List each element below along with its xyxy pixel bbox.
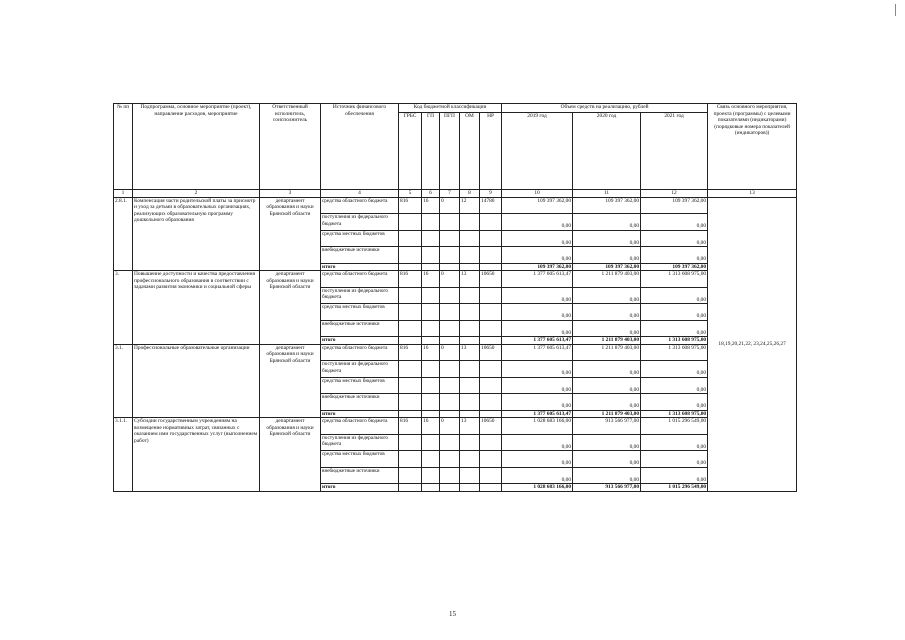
amount-2019: 0,00: [502, 434, 573, 451]
table-row: [114, 197, 797, 214]
code-grbs: 816: [399, 271, 422, 288]
table-row: [114, 271, 797, 288]
column-number: 10: [502, 190, 573, 198]
code-empty: [422, 410, 440, 418]
code-empty: [399, 304, 422, 321]
source-regional: средства областного бюджета: [321, 344, 399, 361]
source-total: итого: [321, 337, 399, 345]
total-2021: 1 313 608 975,00: [641, 337, 708, 345]
row-responsible: департамент образования и науки Брянской области: [260, 344, 321, 418]
code-empty: [460, 287, 480, 304]
column-number: 12: [641, 190, 708, 198]
code-empty: [399, 337, 422, 345]
amount-2019: 1 028 683 166,00: [502, 418, 573, 435]
amount-2020: 1 211 879 403,00: [573, 271, 641, 288]
code-empty: [460, 377, 480, 394]
source-local: средства местных бюджетов: [321, 451, 399, 468]
header-name: Подпрограмма, основное мероприятие (проект), направление расходов, мероприятие: [133, 104, 260, 190]
code-empty: [480, 361, 502, 378]
row-responsible: департамент образования и науки Брянской области: [260, 271, 321, 345]
code-empty: [460, 263, 480, 271]
amount-2021: 0,00: [641, 434, 708, 451]
code-empty: [399, 263, 422, 271]
column-number-row: [114, 190, 797, 198]
header-gp: ГП: [422, 113, 440, 190]
code-om: 13: [460, 344, 480, 361]
row-name: Повышение доступности и качества предоставления профессионального образования в соответствии с задачами развития экономики и социальной сферы: [133, 271, 260, 345]
total-2019: 1 028 683 166,00: [502, 484, 573, 492]
page-number: 15: [449, 610, 456, 618]
code-empty: [440, 320, 460, 337]
amount-2020: 0,00: [573, 247, 641, 264]
header-om: ОМ: [460, 113, 480, 190]
source-regional: средства областного бюджета: [321, 271, 399, 288]
code-pgp: 0: [440, 344, 460, 361]
code-empty: [399, 214, 422, 231]
header-nr: НР: [480, 113, 502, 190]
amount-2019: 0,00: [502, 377, 573, 394]
source-federal: поступления из федерального бюджета: [321, 361, 399, 378]
amount-2019: 0,00: [502, 247, 573, 264]
row-number: 3.: [114, 271, 133, 345]
code-empty: [440, 467, 460, 484]
code-empty: [422, 214, 440, 231]
code-empty: [480, 434, 502, 451]
code-grbs: 816: [399, 344, 422, 361]
column-number: 4: [321, 190, 399, 198]
code-empty: [480, 230, 502, 247]
total-2019: 1 377 605 613,47: [502, 410, 573, 418]
amount-2020: 1 211 879 403,00: [573, 344, 641, 361]
source-federal: поступления из федерального бюджета: [321, 434, 399, 451]
code-empty: [460, 304, 480, 321]
code-empty: [422, 467, 440, 484]
code-nr: 10650: [480, 418, 502, 435]
code-empty: [422, 434, 440, 451]
total-2020: 1 211 879 403,00: [573, 337, 641, 345]
code-empty: [422, 287, 440, 304]
amount-2021: 1 015 296 549,00: [641, 418, 708, 435]
total-2021: 1 313 608 975,00: [641, 410, 708, 418]
code-empty: [440, 304, 460, 321]
code-empty: [440, 337, 460, 345]
code-empty: [460, 394, 480, 411]
code-empty: [460, 247, 480, 264]
amount-2019: 0,00: [502, 214, 573, 231]
code-empty: [480, 410, 502, 418]
code-empty: [422, 304, 440, 321]
code-empty: [480, 287, 502, 304]
code-empty: [440, 263, 460, 271]
source-local: средства местных бюджетов: [321, 377, 399, 394]
code-empty: [480, 394, 502, 411]
amount-2019: 0,00: [502, 320, 573, 337]
code-nr: 14780: [480, 197, 502, 214]
header-2021: 2021 год: [641, 113, 708, 190]
header-2019: 2019 год: [502, 113, 573, 190]
row-number: 3.1.: [114, 344, 133, 418]
code-empty: [422, 320, 440, 337]
code-empty: [399, 247, 422, 264]
source-offbudget: внебюджетные источники: [321, 247, 399, 264]
code-empty: [422, 263, 440, 271]
amount-2021: 1 313 608 975,00: [641, 344, 708, 361]
code-pgp: 0: [440, 197, 460, 214]
code-empty: [399, 320, 422, 337]
code-empty: [440, 377, 460, 394]
amount-2021: 0,00: [641, 361, 708, 378]
source-local: средства местных бюджетов: [321, 304, 399, 321]
column-number: 1: [114, 190, 133, 198]
source-total: итого: [321, 410, 399, 418]
column-number: 8: [460, 190, 480, 198]
amount-2021: 0,00: [641, 247, 708, 264]
source-regional: средства областного бюджета: [321, 418, 399, 435]
code-om: 13: [460, 418, 480, 435]
table-row: [114, 418, 797, 435]
amount-2021: 0,00: [641, 230, 708, 247]
amount-2019: 1 377 605 613,47: [502, 271, 573, 288]
code-empty: [399, 394, 422, 411]
code-empty: [440, 214, 460, 231]
code-empty: [399, 484, 422, 492]
code-empty: [480, 263, 502, 271]
header-2020: 2020 год: [573, 113, 641, 190]
source-federal: поступления из федерального бюджета: [321, 214, 399, 231]
code-empty: [422, 230, 440, 247]
source-total: итого: [321, 263, 399, 271]
header-pgp: ПГП: [440, 113, 460, 190]
code-gp: 16: [422, 271, 440, 288]
amount-2020: 0,00: [573, 214, 641, 231]
code-empty: [440, 434, 460, 451]
code-empty: [480, 247, 502, 264]
code-empty: [480, 451, 502, 468]
amount-2020: 0,00: [573, 287, 641, 304]
column-number: 11: [573, 190, 641, 198]
header-link: Связь основного мероприятия, проекта (программы) с целевыми показателями (индикаторами) (порядковые номера показателей (индикаторов)): [708, 104, 797, 190]
indicator-links: [708, 197, 797, 491]
amount-2021: 0,00: [641, 394, 708, 411]
code-empty: [480, 377, 502, 394]
header-amount-group: Объем средств на реализацию, рублей: [502, 104, 708, 113]
code-empty: [440, 361, 460, 378]
total-2021: 1 015 296 549,00: [641, 484, 708, 492]
amount-2019: 0,00: [502, 361, 573, 378]
code-empty: [480, 320, 502, 337]
amount-2021: 0,00: [641, 214, 708, 231]
amount-2021: 0,00: [641, 320, 708, 337]
amount-2020: 0,00: [573, 361, 641, 378]
code-empty: [422, 451, 440, 468]
budget-table: [113, 103, 797, 492]
code-gp: 16: [422, 344, 440, 361]
code-empty: [480, 304, 502, 321]
header-no: № пп: [114, 104, 133, 190]
code-empty: [399, 451, 422, 468]
code-empty: [422, 361, 440, 378]
code-empty: [440, 230, 460, 247]
amount-2019: 0,00: [502, 394, 573, 411]
row-number: 2.8.1.: [114, 197, 133, 271]
source-local: средства местных бюджетов: [321, 230, 399, 247]
source-offbudget: внебюджетные источники: [321, 320, 399, 337]
total-2019: 109 397 362,00: [502, 263, 573, 271]
code-empty: [480, 484, 502, 492]
code-empty: [399, 410, 422, 418]
amount-2020: 913 566 977,00: [573, 418, 641, 435]
code-empty: [460, 337, 480, 345]
amount-2021: 1 313 608 975,00: [641, 271, 708, 288]
header-code-group: Код бюджетной классификации: [399, 104, 502, 113]
row-name: Профессиональные образовательные организации: [133, 344, 260, 418]
code-empty: [440, 410, 460, 418]
amount-2020: 0,00: [573, 320, 641, 337]
amount-2021: 0,00: [641, 451, 708, 468]
code-empty: [399, 361, 422, 378]
amount-2020: 109 397 362,00: [573, 197, 641, 214]
code-empty: [480, 214, 502, 231]
amount-2020: 0,00: [573, 434, 641, 451]
amount-2019: 109 397 362,00: [502, 197, 573, 214]
code-om: 12: [460, 197, 480, 214]
code-grbs: 816: [399, 197, 422, 214]
total-2020: 1 211 879 403,00: [573, 410, 641, 418]
scan-edge-mark: [895, 4, 896, 16]
code-empty: [399, 467, 422, 484]
code-gp: 16: [422, 418, 440, 435]
amount-2019: 1 377 605 613,47: [502, 344, 573, 361]
amount-2020: 0,00: [573, 377, 641, 394]
source-total: итого: [321, 484, 399, 492]
code-empty: [399, 377, 422, 394]
amount-2021: 0,00: [641, 304, 708, 321]
header-grbs: ГРБС: [399, 113, 422, 190]
column-number: 2: [133, 190, 260, 198]
code-empty: [399, 434, 422, 451]
code-gp: 16: [422, 197, 440, 214]
amount-2021: 109 397 362,00: [641, 197, 708, 214]
table-row: [114, 344, 797, 361]
code-grbs: 816: [399, 418, 422, 435]
code-empty: [460, 410, 480, 418]
code-empty: [460, 451, 480, 468]
amount-2021: 0,00: [641, 467, 708, 484]
code-om: 13: [460, 271, 480, 288]
amount-2021: 0,00: [641, 287, 708, 304]
amount-2020: 0,00: [573, 394, 641, 411]
row-responsible: департамент образования и науки Брянской области: [260, 197, 321, 271]
code-empty: [460, 214, 480, 231]
source-offbudget: внебюджетные источники: [321, 394, 399, 411]
code-empty: [460, 230, 480, 247]
code-empty: [440, 394, 460, 411]
source-federal: поступления из федерального бюджета: [321, 287, 399, 304]
total-2019: 1 377 605 613,47: [502, 337, 573, 345]
code-empty: [422, 247, 440, 264]
code-empty: [440, 247, 460, 264]
code-empty: [460, 484, 480, 492]
total-2021: 109 397 362,00: [641, 263, 708, 271]
total-2020: 109 397 362,00: [573, 263, 641, 271]
code-pgp: 0: [440, 271, 460, 288]
code-empty: [480, 337, 502, 345]
code-empty: [440, 484, 460, 492]
code-empty: [422, 377, 440, 394]
amount-2020: 0,00: [573, 467, 641, 484]
amount-2020: 0,00: [573, 230, 641, 247]
amount-2021: 0,00: [641, 377, 708, 394]
code-empty: [440, 451, 460, 468]
amount-2019: 0,00: [502, 230, 573, 247]
code-empty: [440, 287, 460, 304]
amount-2019: 0,00: [502, 467, 573, 484]
code-empty: [399, 287, 422, 304]
amount-2019: 0,00: [502, 287, 573, 304]
amount-2020: 0,00: [573, 304, 641, 321]
column-number: 13: [708, 190, 797, 198]
header-responsible: Ответственный исполнитель, соисполнитель: [260, 104, 321, 190]
column-number: 6: [422, 190, 440, 198]
header-source: Источник финансового обеспечения: [321, 104, 399, 190]
code-empty: [422, 337, 440, 345]
code-nr: 10650: [480, 344, 502, 361]
code-empty: [460, 361, 480, 378]
amount-2019: 0,00: [502, 451, 573, 468]
code-empty: [399, 230, 422, 247]
code-empty: [460, 467, 480, 484]
column-number: 7: [440, 190, 460, 198]
row-number: 3.1.1.: [114, 418, 133, 492]
row-name: Компенсация части родительской платы за присмотр и уход за детьми в образовательных организациях, реализующих образовательную программу дошкольного образования: [133, 197, 260, 271]
code-empty: [422, 484, 440, 492]
code-empty: [480, 467, 502, 484]
code-empty: [460, 320, 480, 337]
source-regional: средства областного бюджета: [321, 197, 399, 214]
column-number: 9: [480, 190, 502, 198]
code-nr: 10650: [480, 271, 502, 288]
column-number: 5: [399, 190, 422, 198]
code-pgp: 0: [440, 418, 460, 435]
amount-2019: 0,00: [502, 304, 573, 321]
code-empty: [422, 394, 440, 411]
row-responsible: департамент образования и науки Брянской области: [260, 418, 321, 492]
indicator-links-text: 18,19,20,21,22, 23,24,25,26,27: [718, 340, 786, 347]
row-name: Субсидии государственным учреждениям на возмещение нормативных затрат, связанных с оказанием ими государственных услуг (выполнением работ): [133, 418, 260, 492]
code-empty: [460, 434, 480, 451]
amount-2020: 0,00: [573, 451, 641, 468]
column-number: 3: [260, 190, 321, 198]
total-2020: 913 566 977,00: [573, 484, 641, 492]
source-offbudget: внебюджетные источники: [321, 467, 399, 484]
